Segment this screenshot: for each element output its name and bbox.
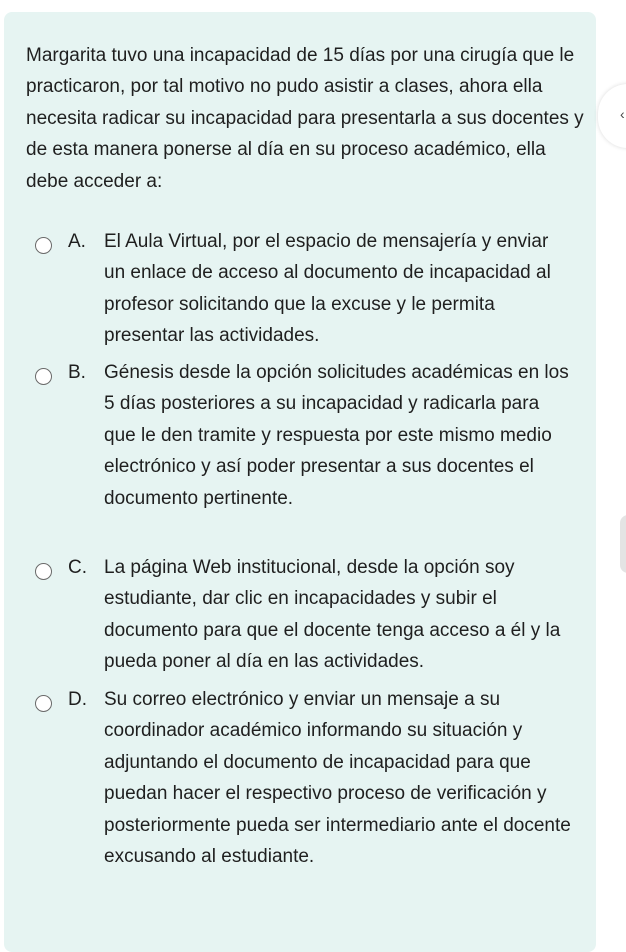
option-text-b: Génesis desde la opción solicitudes académicas en los 5 días posteriores a su incapacidad y radicarla para que le den tramite y respuesta por este mismo medio electrónico y así poder presentar a sus docentes el documento pertinente. (104, 362, 569, 509)
option-text-c: La página Web institucional, desde la opción soy estudiante, dar clic en incapacidades y subir el documento para que el docente tenga acceso a él y la pueda poner al día en las actividades. (104, 557, 561, 673)
option-letter-c: C. (68, 557, 87, 578)
chevron-left-icon: ‹ (620, 106, 625, 122)
option-text-a: El Aula Virtual, por el espacio de mensajería y enviar un enlace de acceso al documento de incapacidad al profesor solicitando que la excuse y le permita presentar las actividades. (104, 231, 551, 347)
radio-a[interactable] (35, 237, 52, 254)
option-letter-d: D. (68, 689, 87, 710)
radio-c[interactable] (35, 563, 52, 580)
option-text-d: Su correo electrónico y enviar un mensaje a su coordinador académico informando su situación y adjuntando el documento de incapacidad para que puedan hacer el respectivo proceso de verificación y posteriormente pueda ser intermediario ante el docente excusando al estudiante. (104, 689, 571, 868)
scroll-handle[interactable] (620, 515, 626, 573)
radio-b[interactable] (35, 368, 52, 385)
option-letter-b: B. (68, 362, 86, 383)
option-letter-a: A. (68, 231, 86, 252)
radio-d[interactable] (35, 695, 52, 712)
side-panel-toggle[interactable] (598, 84, 626, 148)
question-text: Margarita tuvo una incapacidad de 15 días por una cirugía que le practicaron, por tal motivo no pudo asistir a clases, ahora ella necesita radicar su incapacidad para presentarla a sus docentes y de esta manera ponerse al día en su proceso académico, ella debe acceder a: (26, 45, 584, 192)
